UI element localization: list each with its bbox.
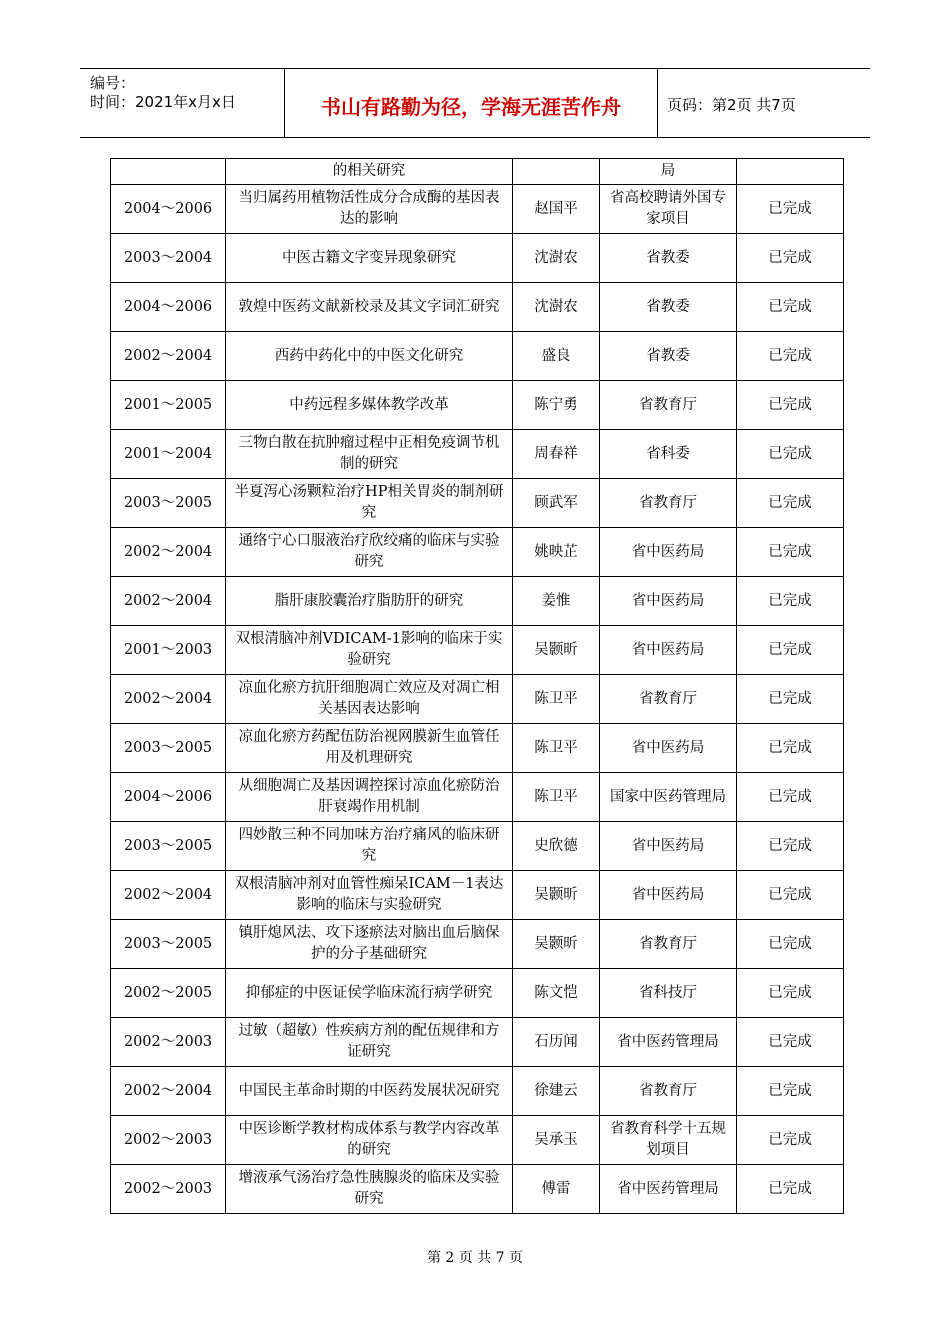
cell-source: 省教育科学十五规划项目: [600, 1116, 737, 1165]
time-label: 时间：2021年x月x日: [90, 93, 236, 111]
table-row: [111, 283, 844, 332]
cell-person: 周春祥: [513, 430, 600, 479]
cell-title: 增液承气汤治疗急性胰腺炎的临床及实验研究: [226, 1165, 513, 1214]
cell-title: 中医诊断学教材构成体系与教学内容改革的研究: [226, 1116, 513, 1165]
cell-title: 双根清脑冲剂VDICAM-1影响的临床于实验研究: [226, 626, 513, 675]
cell-person: 陈宁勇: [513, 381, 600, 430]
cell-status: 已完成: [737, 332, 844, 381]
cell-source: 省中医药局: [600, 577, 737, 626]
cell-years: 2002～2004: [111, 1067, 226, 1116]
cell-source: 省科委: [600, 430, 737, 479]
cell-years: 2002～2003: [111, 1116, 226, 1165]
cell-title: 的相关研究: [226, 159, 513, 185]
cell-person: 史欣德: [513, 822, 600, 871]
cell-years: 2004～2006: [111, 773, 226, 822]
cell-title: 四妙散三种不同加味方治疗痛风的临床研究: [226, 822, 513, 871]
cell-years: 2002～2005: [111, 969, 226, 1018]
cell-title: 中药远程多媒体教学改革: [226, 381, 513, 430]
header-page-cell: [657, 69, 870, 137]
cell-title: 凉血化瘀方药配伍防治视网膜新生血管任用及机理研究: [226, 724, 513, 773]
table-row: [111, 332, 844, 381]
number-label: 编号：: [90, 74, 136, 92]
cell-source: 省中医药局: [600, 626, 737, 675]
cell-person: 吴承玉: [513, 1116, 600, 1165]
table-row: [111, 675, 844, 724]
cell-person: 陈卫平: [513, 724, 600, 773]
cell-years: 2003～2005: [111, 822, 226, 871]
cell-status: 已完成: [737, 675, 844, 724]
cell-status: 已完成: [737, 381, 844, 430]
cell-status: 已完成: [737, 479, 844, 528]
header-meta-cell: [80, 69, 284, 137]
header-motto-cell: [284, 69, 658, 137]
cell-status: 已完成: [737, 185, 844, 234]
cell-years: 2002～2004: [111, 577, 226, 626]
cell-status: 已完成: [737, 1165, 844, 1214]
projects-table: [110, 158, 844, 1214]
table-row: [111, 1067, 844, 1116]
cell-person: 徐建云: [513, 1067, 600, 1116]
cell-source: 省中医药局: [600, 528, 737, 577]
cell-person: [513, 159, 600, 185]
table-row: [111, 969, 844, 1018]
table-row: [111, 773, 844, 822]
cell-person: 陈文恺: [513, 969, 600, 1018]
cell-source: 省教委: [600, 283, 737, 332]
cell-person: 顾武军: [513, 479, 600, 528]
cell-status: 已完成: [737, 577, 844, 626]
cell-source: 省教委: [600, 332, 737, 381]
page-header: [80, 68, 870, 138]
cell-status: 已完成: [737, 822, 844, 871]
cell-title: 从细胞凋亡及基因调控探讨凉血化瘀防治肝衰竭作用机制: [226, 773, 513, 822]
cell-status: 已完成: [737, 234, 844, 283]
cell-source: 省中医药局: [600, 724, 737, 773]
motto-text: 书山有路勤为径，学海无涯苦作舟: [321, 95, 621, 119]
cell-person: 傅雷: [513, 1165, 600, 1214]
table-row: [111, 234, 844, 283]
cell-status: 已完成: [737, 626, 844, 675]
cell-years: 2004～2006: [111, 185, 226, 234]
cell-source: 省高校聘请外国专家项目: [600, 185, 737, 234]
cell-person: 沈澍农: [513, 283, 600, 332]
cell-source: 省中医药管理局: [600, 1018, 737, 1067]
table-row: [111, 724, 844, 773]
cell-title: 当归属药用植物活性成分合成酶的基因表达的影响: [226, 185, 513, 234]
cell-years: 2003～2005: [111, 920, 226, 969]
cell-source: 省中医药管理局: [600, 1165, 737, 1214]
table-row: [111, 479, 844, 528]
cell-source: 省科技厅: [600, 969, 737, 1018]
cell-title: 敦煌中医药文献新校录及其文字词汇研究: [226, 283, 513, 332]
cell-years: 2001～2004: [111, 430, 226, 479]
cell-title: 三物白散在抗肿瘤过程中正相免疫调节机制的研究: [226, 430, 513, 479]
cell-person: 陈卫平: [513, 675, 600, 724]
cell-years: 2002～2004: [111, 871, 226, 920]
table-row: [111, 1165, 844, 1214]
cell-source: 局: [600, 159, 737, 185]
cell-years: 2002～2003: [111, 1018, 226, 1067]
cell-years: 2001～2005: [111, 381, 226, 430]
table-row: [111, 528, 844, 577]
projects-table-body: [111, 159, 844, 1214]
cell-title: 镇肝熄风法、攻下逐瘀法对脑出血后脑保护的分子基础研究: [226, 920, 513, 969]
cell-status: 已完成: [737, 920, 844, 969]
cell-source: 省中医药局: [600, 822, 737, 871]
cell-years: 2003～2005: [111, 724, 226, 773]
cell-title: 中医古籍文字变异现象研究: [226, 234, 513, 283]
cell-status: 已完成: [737, 1116, 844, 1165]
cell-status: 已完成: [737, 773, 844, 822]
cell-title: 凉血化瘀方抗肝细胞凋亡效应及对凋亡相关基因表达影响: [226, 675, 513, 724]
cell-years: 2003～2004: [111, 234, 226, 283]
cell-source: 省教育厅: [600, 1067, 737, 1116]
cell-person: 吴颢昕: [513, 626, 600, 675]
cell-status: 已完成: [737, 969, 844, 1018]
cell-source: 省教育厅: [600, 675, 737, 724]
cell-title: 中国民主革命时期的中医药发展状况研究: [226, 1067, 513, 1116]
cell-status: 已完成: [737, 528, 844, 577]
cell-status: [737, 159, 844, 185]
cell-person: 陈卫平: [513, 773, 600, 822]
cell-status: 已完成: [737, 430, 844, 479]
cell-years: 2004～2006: [111, 283, 226, 332]
cell-years: [111, 159, 226, 185]
page-footer: 第 2 页 共 7 页: [426, 1250, 524, 1266]
table-row: [111, 920, 844, 969]
cell-title: 半夏泻心汤颗粒治疗HP相关胃炎的制剂研究: [226, 479, 513, 528]
cell-years: 2002～2004: [111, 675, 226, 724]
cell-years: 2002～2003: [111, 1165, 226, 1214]
table-row: [111, 430, 844, 479]
cell-source: 省教育厅: [600, 479, 737, 528]
table-row: [111, 1018, 844, 1067]
cell-source: 省教委: [600, 234, 737, 283]
table-row: [111, 1116, 844, 1165]
cell-person: 盛良: [513, 332, 600, 381]
cell-status: 已完成: [737, 283, 844, 332]
cell-years: 2001～2003: [111, 626, 226, 675]
cell-source: 国家中医药管理局: [600, 773, 737, 822]
cell-title: 抑郁症的中医证侯学临床流行病学研究: [226, 969, 513, 1018]
cell-years: 2002～2004: [111, 528, 226, 577]
table-row: [111, 626, 844, 675]
table-row: [111, 381, 844, 430]
cell-status: 已完成: [737, 1067, 844, 1116]
cell-title: 西药中药化中的中医文化研究: [226, 332, 513, 381]
cell-status: 已完成: [737, 1018, 844, 1067]
cell-title: 脂肝康胶囊治疗脂肪肝的研究: [226, 577, 513, 626]
table-row: [111, 822, 844, 871]
cell-years: 2003～2005: [111, 479, 226, 528]
cell-source: 省教育厅: [600, 920, 737, 969]
cell-person: 石历闻: [513, 1018, 600, 1067]
cell-person: 姜惟: [513, 577, 600, 626]
cell-status: 已完成: [737, 724, 844, 773]
cell-person: 吴颢昕: [513, 871, 600, 920]
table-row: [111, 185, 844, 234]
table-row-continuation: [111, 159, 844, 185]
cell-status: 已完成: [737, 871, 844, 920]
cell-title: 过敏（超敏）性疾病方剂的配伍规律和方证研究: [226, 1018, 513, 1067]
cell-years: 2002～2004: [111, 332, 226, 381]
table-row: [111, 577, 844, 626]
cell-person: 姚映芷: [513, 528, 600, 577]
cell-source: 省中医药局: [600, 871, 737, 920]
page-info: 页码：第2页 共7页: [667, 96, 796, 114]
cell-source: 省教育厅: [600, 381, 737, 430]
cell-person: 赵国平: [513, 185, 600, 234]
cell-person: 沈澍农: [513, 234, 600, 283]
table-row: [111, 871, 844, 920]
cell-title: 通络宁心口服液治疗欣绞痛的临床与实验研究: [226, 528, 513, 577]
cell-person: 吴颢昕: [513, 920, 600, 969]
cell-title: 双根清脑冲剂对血管性痴呆ICAM－1表达影响的临床与实验研究: [226, 871, 513, 920]
